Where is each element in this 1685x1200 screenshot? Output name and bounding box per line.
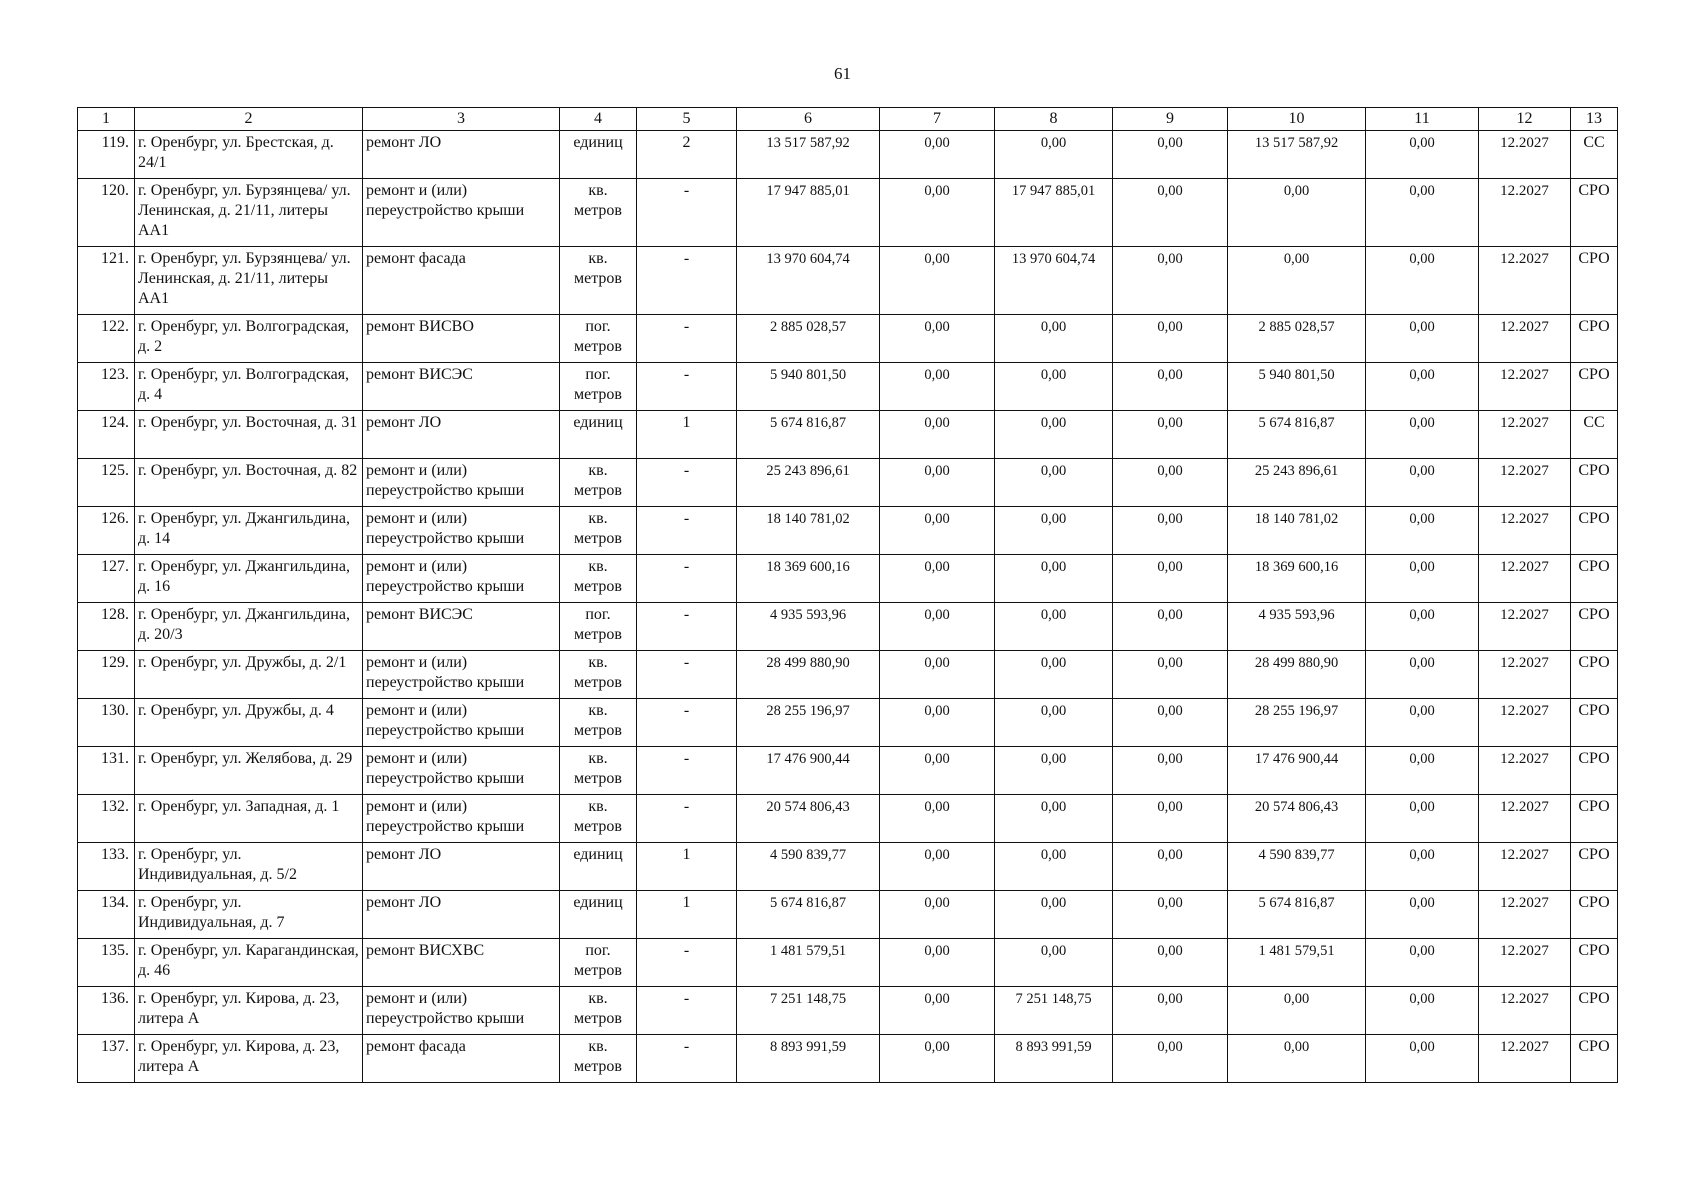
completion-date-cell: 12.2027 bbox=[1479, 795, 1571, 843]
unit-cell: кв. метров bbox=[560, 651, 637, 699]
cost-col9-cell: 0,00 bbox=[1113, 891, 1228, 939]
cost-col7-cell: 0,00 bbox=[880, 315, 995, 363]
work-type-cell: ремонт и (или) переустройство крыши bbox=[363, 987, 560, 1035]
cost-col9-cell: 0,00 bbox=[1113, 747, 1228, 795]
cost-col11-cell: 0,00 bbox=[1366, 247, 1479, 315]
cost-col7-cell: 0,00 bbox=[880, 363, 995, 411]
cost-col7-cell: 0,00 bbox=[880, 939, 995, 987]
quantity-cell: - bbox=[637, 1035, 737, 1083]
cost-col7-cell: 0,00 bbox=[880, 131, 995, 179]
completion-date-cell: 12.2027 bbox=[1479, 179, 1571, 247]
row-number: 125. bbox=[78, 459, 135, 507]
completion-date-cell: 12.2027 bbox=[1479, 459, 1571, 507]
work-type-cell: ремонт фасада bbox=[363, 1035, 560, 1083]
table-row bbox=[78, 411, 1618, 459]
unit-cell: кв. метров bbox=[560, 987, 637, 1035]
quantity-cell: - bbox=[637, 795, 737, 843]
work-type-cell: ремонт и (или) переустройство крыши bbox=[363, 699, 560, 747]
unit-cell: пог. метров bbox=[560, 315, 637, 363]
funding-source-cell: СРО bbox=[1571, 603, 1618, 651]
column-header: 2 bbox=[135, 108, 363, 131]
row-number: 133. bbox=[78, 843, 135, 891]
quantity-cell: - bbox=[637, 939, 737, 987]
row-number: 128. bbox=[78, 603, 135, 651]
cost-col9-cell: 0,00 bbox=[1113, 795, 1228, 843]
funding-source-cell: СРО bbox=[1571, 179, 1618, 247]
unit-cell: единиц bbox=[560, 843, 637, 891]
cost-col11-cell: 0,00 bbox=[1366, 555, 1479, 603]
cost-col8-cell: 0,00 bbox=[995, 699, 1113, 747]
cost-col11-cell: 0,00 bbox=[1366, 1035, 1479, 1083]
cost-col8-cell: 7 251 148,75 bbox=[995, 987, 1113, 1035]
cost-col8-cell: 0,00 bbox=[995, 507, 1113, 555]
table-row bbox=[78, 363, 1618, 411]
column-header: 10 bbox=[1228, 108, 1366, 131]
cost-col9-cell: 0,00 bbox=[1113, 651, 1228, 699]
cost-col9-cell: 0,00 bbox=[1113, 843, 1228, 891]
funding-source-cell: СРО bbox=[1571, 315, 1618, 363]
total-cost-cell: 8 893 991,59 bbox=[737, 1035, 880, 1083]
quantity-cell: - bbox=[637, 555, 737, 603]
cost-col11-cell: 0,00 bbox=[1366, 315, 1479, 363]
row-number: 121. bbox=[78, 247, 135, 315]
completion-date-cell: 12.2027 bbox=[1479, 939, 1571, 987]
table-row bbox=[78, 179, 1618, 247]
cost-col8-cell: 0,00 bbox=[995, 131, 1113, 179]
row-number: 134. bbox=[78, 891, 135, 939]
funding-source-cell: СРО bbox=[1571, 987, 1618, 1035]
cost-col9-cell: 0,00 bbox=[1113, 987, 1228, 1035]
cost-col11-cell: 0,00 bbox=[1366, 987, 1479, 1035]
table-row bbox=[78, 747, 1618, 795]
cost-col10-cell: 18 369 600,16 bbox=[1228, 555, 1366, 603]
cost-col9-cell: 0,00 bbox=[1113, 459, 1228, 507]
cost-col7-cell: 0,00 bbox=[880, 891, 995, 939]
unit-cell: кв. метров bbox=[560, 795, 637, 843]
quantity-cell: 1 bbox=[637, 411, 737, 459]
cost-col9-cell: 0,00 bbox=[1113, 247, 1228, 315]
column-header: 8 bbox=[995, 108, 1113, 131]
work-type-cell: ремонт фасада bbox=[363, 247, 560, 315]
address-cell: г. Оренбург, ул. Дружбы, д. 4 bbox=[135, 699, 363, 747]
cost-col8-cell: 0,00 bbox=[995, 555, 1113, 603]
work-type-cell: ремонт ЛО bbox=[363, 131, 560, 179]
cost-col11-cell: 0,00 bbox=[1366, 507, 1479, 555]
completion-date-cell: 12.2027 bbox=[1479, 1035, 1571, 1083]
cost-col11-cell: 0,00 bbox=[1366, 795, 1479, 843]
cost-col8-cell: 13 970 604,74 bbox=[995, 247, 1113, 315]
column-header: 4 bbox=[560, 108, 637, 131]
row-number: 137. bbox=[78, 1035, 135, 1083]
cost-col7-cell: 0,00 bbox=[880, 699, 995, 747]
work-type-cell: ремонт и (или) переустройство крыши bbox=[363, 459, 560, 507]
total-cost-cell: 1 481 579,51 bbox=[737, 939, 880, 987]
table-row bbox=[78, 651, 1618, 699]
cost-col8-cell: 0,00 bbox=[995, 891, 1113, 939]
quantity-cell: - bbox=[637, 699, 737, 747]
cost-col8-cell: 0,00 bbox=[995, 843, 1113, 891]
cost-col10-cell: 28 499 880,90 bbox=[1228, 651, 1366, 699]
unit-cell: кв. метров bbox=[560, 459, 637, 507]
unit-cell: кв. метров bbox=[560, 179, 637, 247]
total-cost-cell: 17 476 900,44 bbox=[737, 747, 880, 795]
cost-col7-cell: 0,00 bbox=[880, 459, 995, 507]
quantity-cell: - bbox=[637, 179, 737, 247]
cost-col8-cell: 0,00 bbox=[995, 747, 1113, 795]
unit-cell: кв. метров bbox=[560, 1035, 637, 1083]
quantity-cell: - bbox=[637, 987, 737, 1035]
cost-col8-cell: 17 947 885,01 bbox=[995, 179, 1113, 247]
cost-col8-cell: 0,00 bbox=[995, 459, 1113, 507]
funding-source-cell: СРО bbox=[1571, 1035, 1618, 1083]
table-body bbox=[78, 108, 1618, 1083]
work-type-cell: ремонт ВИСЭС bbox=[363, 603, 560, 651]
cost-col8-cell: 0,00 bbox=[995, 411, 1113, 459]
funding-source-cell: СРО bbox=[1571, 843, 1618, 891]
cost-col11-cell: 0,00 bbox=[1366, 939, 1479, 987]
row-number: 126. bbox=[78, 507, 135, 555]
cost-col9-cell: 0,00 bbox=[1113, 939, 1228, 987]
cost-col8-cell: 0,00 bbox=[995, 939, 1113, 987]
row-number: 132. bbox=[78, 795, 135, 843]
cost-col8-cell: 0,00 bbox=[995, 363, 1113, 411]
unit-cell: пог. метров bbox=[560, 939, 637, 987]
quantity-cell: - bbox=[637, 315, 737, 363]
column-header: 6 bbox=[737, 108, 880, 131]
row-number: 129. bbox=[78, 651, 135, 699]
total-cost-cell: 7 251 148,75 bbox=[737, 987, 880, 1035]
funding-source-cell: СРО bbox=[1571, 247, 1618, 315]
row-number: 135. bbox=[78, 939, 135, 987]
funding-source-cell: СРО bbox=[1571, 651, 1618, 699]
work-type-cell: ремонт ЛО bbox=[363, 843, 560, 891]
completion-date-cell: 12.2027 bbox=[1479, 987, 1571, 1035]
unit-cell: кв. метров bbox=[560, 247, 637, 315]
row-number: 124. bbox=[78, 411, 135, 459]
cost-col7-cell: 0,00 bbox=[880, 247, 995, 315]
cost-col7-cell: 0,00 bbox=[880, 843, 995, 891]
completion-date-cell: 12.2027 bbox=[1479, 699, 1571, 747]
address-cell: г. Оренбург, ул. Джангильдина, д. 14 bbox=[135, 507, 363, 555]
column-header: 7 bbox=[880, 108, 995, 131]
work-type-cell: ремонт и (или) переустройство крыши bbox=[363, 179, 560, 247]
cost-col9-cell: 0,00 bbox=[1113, 363, 1228, 411]
quantity-cell: - bbox=[637, 747, 737, 795]
cost-col11-cell: 0,00 bbox=[1366, 603, 1479, 651]
cost-col7-cell: 0,00 bbox=[880, 555, 995, 603]
funding-source-cell: СРО bbox=[1571, 699, 1618, 747]
cost-col10-cell: 0,00 bbox=[1228, 1035, 1366, 1083]
funding-source-cell: СС bbox=[1571, 131, 1618, 179]
completion-date-cell: 12.2027 bbox=[1479, 411, 1571, 459]
address-cell: г. Оренбург, ул. Дружбы, д. 2/1 bbox=[135, 651, 363, 699]
row-number: 130. bbox=[78, 699, 135, 747]
work-type-cell: ремонт и (или) переустройство крыши bbox=[363, 795, 560, 843]
work-type-cell: ремонт и (или) переустройство крыши bbox=[363, 747, 560, 795]
funding-source-cell: СРО bbox=[1571, 891, 1618, 939]
unit-cell: единиц bbox=[560, 411, 637, 459]
row-number: 119. bbox=[78, 131, 135, 179]
cost-col7-cell: 0,00 bbox=[880, 507, 995, 555]
cost-col11-cell: 0,00 bbox=[1366, 179, 1479, 247]
funding-source-cell: СРО bbox=[1571, 747, 1618, 795]
cost-col9-cell: 0,00 bbox=[1113, 699, 1228, 747]
cost-col10-cell: 5 674 816,87 bbox=[1228, 891, 1366, 939]
table-row bbox=[78, 939, 1618, 987]
funding-source-cell: СРО bbox=[1571, 795, 1618, 843]
cost-col10-cell: 4 590 839,77 bbox=[1228, 843, 1366, 891]
cost-col10-cell: 4 935 593,96 bbox=[1228, 603, 1366, 651]
table-row bbox=[78, 699, 1618, 747]
unit-cell: кв. метров bbox=[560, 699, 637, 747]
cost-col7-cell: 0,00 bbox=[880, 651, 995, 699]
completion-date-cell: 12.2027 bbox=[1479, 507, 1571, 555]
work-type-cell: ремонт ВИСЭС bbox=[363, 363, 560, 411]
address-cell: г. Оренбург, ул. Кирова, д. 23, литера А bbox=[135, 1035, 363, 1083]
total-cost-cell: 25 243 896,61 bbox=[737, 459, 880, 507]
cost-col7-cell: 0,00 bbox=[880, 603, 995, 651]
cost-col10-cell: 0,00 bbox=[1228, 987, 1366, 1035]
work-type-cell: ремонт ВИСХВС bbox=[363, 939, 560, 987]
work-type-cell: ремонт ЛО bbox=[363, 411, 560, 459]
unit-cell: кв. метров bbox=[560, 507, 637, 555]
cost-col11-cell: 0,00 bbox=[1366, 459, 1479, 507]
completion-date-cell: 12.2027 bbox=[1479, 131, 1571, 179]
cost-col10-cell: 0,00 bbox=[1228, 247, 1366, 315]
cost-col10-cell: 20 574 806,43 bbox=[1228, 795, 1366, 843]
unit-cell: кв. метров bbox=[560, 555, 637, 603]
address-cell: г. Оренбург, ул. Бурзянцева/ ул. Ленинская, д. 21/11, литеры АА1 bbox=[135, 179, 363, 247]
column-header: 11 bbox=[1366, 108, 1479, 131]
column-header: 1 bbox=[78, 108, 135, 131]
address-cell: г. Оренбург, ул. Кирова, д. 23, литера А bbox=[135, 987, 363, 1035]
address-cell: г. Оренбург, ул. Волгоградская, д. 2 bbox=[135, 315, 363, 363]
cost-col10-cell: 18 140 781,02 bbox=[1228, 507, 1366, 555]
row-number: 123. bbox=[78, 363, 135, 411]
cost-col8-cell: 8 893 991,59 bbox=[995, 1035, 1113, 1083]
completion-date-cell: 12.2027 bbox=[1479, 747, 1571, 795]
quantity-cell: 1 bbox=[637, 891, 737, 939]
cost-col10-cell: 5 940 801,50 bbox=[1228, 363, 1366, 411]
total-cost-cell: 5 674 816,87 bbox=[737, 891, 880, 939]
quantity-cell: 2 bbox=[637, 131, 737, 179]
cost-col9-cell: 0,00 bbox=[1113, 315, 1228, 363]
total-cost-cell: 5 674 816,87 bbox=[737, 411, 880, 459]
unit-cell: единиц bbox=[560, 891, 637, 939]
cost-col10-cell: 25 243 896,61 bbox=[1228, 459, 1366, 507]
quantity-cell: - bbox=[637, 459, 737, 507]
cost-col9-cell: 0,00 bbox=[1113, 411, 1228, 459]
completion-date-cell: 12.2027 bbox=[1479, 843, 1571, 891]
funding-source-cell: СС bbox=[1571, 411, 1618, 459]
cost-col10-cell: 17 476 900,44 bbox=[1228, 747, 1366, 795]
cost-col8-cell: 0,00 bbox=[995, 795, 1113, 843]
column-number-row bbox=[78, 108, 1618, 131]
column-header: 3 bbox=[363, 108, 560, 131]
table-row bbox=[78, 891, 1618, 939]
unit-cell: единиц bbox=[560, 131, 637, 179]
cost-col7-cell: 0,00 bbox=[880, 1035, 995, 1083]
cost-col8-cell: 0,00 bbox=[995, 603, 1113, 651]
cost-col11-cell: 0,00 bbox=[1366, 651, 1479, 699]
total-cost-cell: 17 947 885,01 bbox=[737, 179, 880, 247]
address-cell: г. Оренбург, ул. Брестская, д. 24/1 bbox=[135, 131, 363, 179]
funding-source-cell: СРО bbox=[1571, 363, 1618, 411]
cost-col11-cell: 0,00 bbox=[1366, 843, 1479, 891]
cost-col11-cell: 0,00 bbox=[1366, 131, 1479, 179]
funding-source-cell: СРО bbox=[1571, 555, 1618, 603]
cost-col9-cell: 0,00 bbox=[1113, 131, 1228, 179]
funding-source-cell: СРО bbox=[1571, 939, 1618, 987]
address-cell: г. Оренбург, ул. Западная, д. 1 bbox=[135, 795, 363, 843]
cost-col10-cell: 28 255 196,97 bbox=[1228, 699, 1366, 747]
total-cost-cell: 20 574 806,43 bbox=[737, 795, 880, 843]
address-cell: г. Оренбург, ул. Джангильдина, д. 20/3 bbox=[135, 603, 363, 651]
total-cost-cell: 2 885 028,57 bbox=[737, 315, 880, 363]
total-cost-cell: 28 255 196,97 bbox=[737, 699, 880, 747]
address-cell: г. Оренбург, ул. Желябова, д. 29 bbox=[135, 747, 363, 795]
page-number: 61 bbox=[834, 64, 851, 83]
quantity-cell: - bbox=[637, 363, 737, 411]
quantity-cell: 1 bbox=[637, 843, 737, 891]
cost-col10-cell: 0,00 bbox=[1228, 179, 1366, 247]
quantity-cell: - bbox=[637, 247, 737, 315]
work-type-cell: ремонт ЛО bbox=[363, 891, 560, 939]
completion-date-cell: 12.2027 bbox=[1479, 315, 1571, 363]
completion-date-cell: 12.2027 bbox=[1479, 651, 1571, 699]
quantity-cell: - bbox=[637, 507, 737, 555]
row-number: 136. bbox=[78, 987, 135, 1035]
table-row bbox=[78, 315, 1618, 363]
work-type-cell: ремонт ВИСВО bbox=[363, 315, 560, 363]
address-cell: г. Оренбург, ул. Индивидуальная, д. 5/2 bbox=[135, 843, 363, 891]
quantity-cell: - bbox=[637, 651, 737, 699]
cost-col7-cell: 0,00 bbox=[880, 795, 995, 843]
column-header: 9 bbox=[1113, 108, 1228, 131]
total-cost-cell: 4 935 593,96 bbox=[737, 603, 880, 651]
cost-col7-cell: 0,00 bbox=[880, 411, 995, 459]
column-header: 13 bbox=[1571, 108, 1618, 131]
total-cost-cell: 18 140 781,02 bbox=[737, 507, 880, 555]
funding-source-cell: СРО bbox=[1571, 459, 1618, 507]
address-cell: г. Оренбург, ул. Индивидуальная, д. 7 bbox=[135, 891, 363, 939]
address-cell: г. Оренбург, ул. Восточная, д. 82 bbox=[135, 459, 363, 507]
table-row bbox=[78, 507, 1618, 555]
total-cost-cell: 28 499 880,90 bbox=[737, 651, 880, 699]
cost-col8-cell: 0,00 bbox=[995, 651, 1113, 699]
cost-col9-cell: 0,00 bbox=[1113, 555, 1228, 603]
row-number: 127. bbox=[78, 555, 135, 603]
completion-date-cell: 12.2027 bbox=[1479, 363, 1571, 411]
cost-col11-cell: 0,00 bbox=[1366, 891, 1479, 939]
table-row bbox=[78, 131, 1618, 179]
row-number: 131. bbox=[78, 747, 135, 795]
works-table bbox=[77, 107, 1618, 1083]
cost-col7-cell: 0,00 bbox=[880, 747, 995, 795]
cost-col11-cell: 0,00 bbox=[1366, 699, 1479, 747]
column-header: 12 bbox=[1479, 108, 1571, 131]
cost-col11-cell: 0,00 bbox=[1366, 363, 1479, 411]
row-number: 122. bbox=[78, 315, 135, 363]
completion-date-cell: 12.2027 bbox=[1479, 603, 1571, 651]
address-cell: г. Оренбург, ул. Джангильдина, д. 16 bbox=[135, 555, 363, 603]
cost-col9-cell: 0,00 bbox=[1113, 179, 1228, 247]
completion-date-cell: 12.2027 bbox=[1479, 247, 1571, 315]
unit-cell: пог. метров bbox=[560, 603, 637, 651]
unit-cell: кв. метров bbox=[560, 747, 637, 795]
quantity-cell: - bbox=[637, 603, 737, 651]
table-row bbox=[78, 555, 1618, 603]
funding-source-cell: СРО bbox=[1571, 507, 1618, 555]
table-row bbox=[78, 843, 1618, 891]
table-row bbox=[78, 459, 1618, 507]
cost-col11-cell: 0,00 bbox=[1366, 747, 1479, 795]
column-header: 5 bbox=[637, 108, 737, 131]
cost-col7-cell: 0,00 bbox=[880, 987, 995, 1035]
table-row bbox=[78, 603, 1618, 651]
completion-date-cell: 12.2027 bbox=[1479, 555, 1571, 603]
work-type-cell: ремонт и (или) переустройство крыши bbox=[363, 651, 560, 699]
cost-col10-cell: 5 674 816,87 bbox=[1228, 411, 1366, 459]
cost-col10-cell: 13 517 587,92 bbox=[1228, 131, 1366, 179]
table-row bbox=[78, 247, 1618, 315]
unit-cell: пог. метров bbox=[560, 363, 637, 411]
address-cell: г. Оренбург, ул. Карагандинская, д. 46 bbox=[135, 939, 363, 987]
cost-col11-cell: 0,00 bbox=[1366, 411, 1479, 459]
address-cell: г. Оренбург, ул. Волгоградская, д. 4 bbox=[135, 363, 363, 411]
work-type-cell: ремонт и (или) переустройство крыши bbox=[363, 507, 560, 555]
total-cost-cell: 5 940 801,50 bbox=[737, 363, 880, 411]
cost-col9-cell: 0,00 bbox=[1113, 603, 1228, 651]
row-number: 120. bbox=[78, 179, 135, 247]
table-row bbox=[78, 795, 1618, 843]
address-cell: г. Оренбург, ул. Восточная, д. 31 bbox=[135, 411, 363, 459]
cost-col7-cell: 0,00 bbox=[880, 179, 995, 247]
total-cost-cell: 4 590 839,77 bbox=[737, 843, 880, 891]
table-row bbox=[78, 987, 1618, 1035]
total-cost-cell: 13 517 587,92 bbox=[737, 131, 880, 179]
address-cell: г. Оренбург, ул. Бурзянцева/ ул. Ленинская, д. 21/11, литеры АА1 bbox=[135, 247, 363, 315]
cost-col9-cell: 0,00 bbox=[1113, 507, 1228, 555]
cost-col8-cell: 0,00 bbox=[995, 315, 1113, 363]
total-cost-cell: 13 970 604,74 bbox=[737, 247, 880, 315]
work-type-cell: ремонт и (или) переустройство крыши bbox=[363, 555, 560, 603]
cost-col10-cell: 1 481 579,51 bbox=[1228, 939, 1366, 987]
completion-date-cell: 12.2027 bbox=[1479, 891, 1571, 939]
total-cost-cell: 18 369 600,16 bbox=[737, 555, 880, 603]
cost-col9-cell: 0,00 bbox=[1113, 1035, 1228, 1083]
table-row bbox=[78, 1035, 1618, 1083]
cost-col10-cell: 2 885 028,57 bbox=[1228, 315, 1366, 363]
